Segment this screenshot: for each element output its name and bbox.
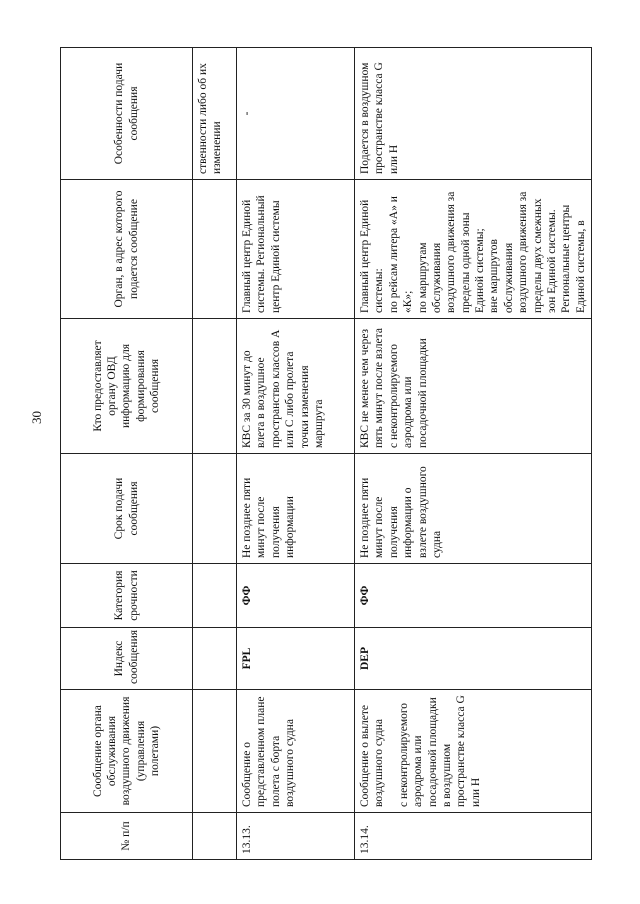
row-index: FPL [237,628,355,690]
header-index: Индекс сообщения [61,628,193,690]
row-message-part: с неконтролируемого аэродрома или посадочной площадки в воздушном пространстве класса G или H [397,695,482,807]
row-features: - [237,48,355,180]
header-row [61,48,193,860]
continuation-features: ственности либо об их изменении [193,48,237,180]
row-features: Подается в воздушном пространстве класса G или H [355,48,592,180]
header-features: Особенности подачи сообщения [61,48,193,180]
row-index: DEP [355,628,592,690]
recipient-line: Главный центр Единой системы: [359,199,386,313]
rotated-table-wrapper [60,48,587,860]
recipient-line: Региональные центры Единой системы, в [560,204,587,313]
table-row [237,48,355,860]
row-num: 13.14. [355,813,592,860]
header-recipient: Орган, в адрес которого подается сообщение [61,180,193,319]
row-recipient: Главный центр Единой системы. Региональный центр Единой системы [237,180,355,319]
header-num: № п/п [61,813,193,860]
message-table [60,47,592,860]
row-provider: КВС за 30 минут до влета в воздушное пространство классов A или C либо пролета точки изменения маршрута [237,319,355,454]
header-deadline: Срок подачи сообщения [61,454,193,564]
header-category: Категория срочности [61,564,193,628]
row-num: 13.13. [237,813,355,860]
row-deadline: Не позднее пяти минут после получения информации о взлете воздушного судна [355,454,592,564]
row-message: Сообщение о представленном плане полета с борта воздушного судна [237,690,355,813]
row-deadline: Не позднее пяти минут после получения информации [237,454,355,564]
recipient-line: по рейсам литера «А» и «К»; [387,196,415,313]
row-category: ФФ [355,564,592,628]
row-recipient [355,180,592,319]
table-row [355,48,592,860]
continuation-row [193,48,237,860]
row-message [355,690,592,813]
header-provider: Кто предоставляет органу ОВД информацию для формирования сообщения [61,319,193,454]
row-category: ФФ [237,564,355,628]
header-message: Сообщение органа обслуживания воздушного движения (управления полетами) [61,690,193,813]
recipient-line: вне маршрутов обслуживания воздушного движения за пределы двух смежных зон Единой системы. [488,191,558,313]
row-provider: КВС не менее чем через пять минут после взлета с неконтролируемого аэродрома или посадочной площадки [355,319,592,454]
row-message-part: Сообщение о вылете воздушного судна [359,704,386,807]
page-number: 30 [29,411,44,424]
recipient-line: по маршрутам обслуживания воздушного движения за пределы одной зоны Единой системы; [416,191,486,313]
